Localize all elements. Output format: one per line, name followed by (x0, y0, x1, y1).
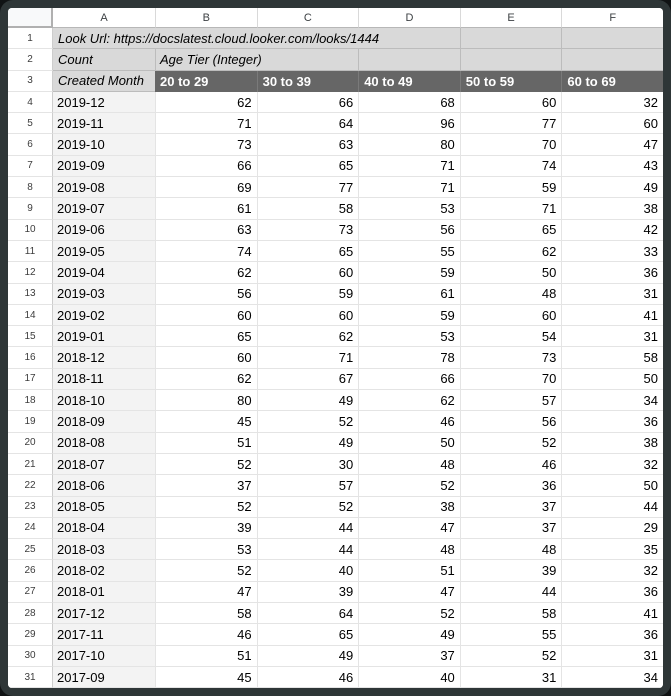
empty-cell[interactable] (561, 49, 663, 70)
row-header[interactable]: 6 (8, 134, 53, 155)
month-cell[interactable]: 2017-11 (53, 624, 155, 645)
sheet-row (8, 284, 663, 305)
value-cell[interactable]: 60 (460, 305, 562, 326)
value-cell[interactable]: 36 (561, 624, 663, 645)
row-header[interactable]: 29 (8, 624, 53, 645)
value-cell[interactable]: 70 (460, 369, 562, 390)
value-cell[interactable]: 52 (155, 497, 257, 518)
month-cell[interactable]: 2017-12 (53, 603, 155, 624)
value-cell[interactable]: 44 (561, 497, 663, 518)
sheet-row-2 (8, 49, 663, 70)
value-cell[interactable]: 69 (155, 177, 257, 198)
value-cell[interactable]: 56 (460, 411, 562, 432)
value-cell[interactable]: 66 (358, 369, 460, 390)
sheet-row (8, 262, 663, 283)
value-cell[interactable]: 62 (155, 92, 257, 113)
row-header[interactable]: 11 (8, 241, 53, 262)
row-header[interactable]: 14 (8, 305, 53, 326)
value-cell[interactable]: 49 (257, 433, 359, 454)
look-url-text: Look Url: https://docslatest.cloud.looker.com/looks/1444 (58, 30, 380, 46)
month-cell[interactable]: 2019-06 (53, 220, 155, 241)
sheet-row (8, 497, 663, 518)
value-cell[interactable]: 52 (257, 411, 359, 432)
empty-cell[interactable] (257, 28, 359, 49)
value-cell[interactable]: 78 (358, 347, 460, 368)
value-cell[interactable]: 62 (257, 326, 359, 347)
month-cell[interactable]: 2018-11 (53, 369, 155, 390)
month-cell[interactable]: 2019-10 (53, 134, 155, 155)
sheet-row (8, 646, 663, 667)
value-cell[interactable]: 46 (460, 454, 562, 475)
value-cell[interactable]: 37 (460, 497, 562, 518)
value-cell[interactable]: 38 (561, 433, 663, 454)
month-cell[interactable]: 2019-07 (53, 198, 155, 219)
month-cell[interactable]: 2019-05 (53, 241, 155, 262)
month-cell[interactable]: 2019-01 (53, 326, 155, 347)
value-cell[interactable]: 71 (460, 198, 562, 219)
value-cell[interactable]: 80 (358, 134, 460, 155)
sheet-row (8, 326, 663, 347)
value-cell[interactable]: 59 (358, 305, 460, 326)
value-cell[interactable]: 64 (257, 603, 359, 624)
value-cell[interactable]: 29 (561, 518, 663, 539)
value-cell[interactable]: 41 (561, 305, 663, 326)
row-header[interactable]: 8 (8, 177, 53, 198)
sheet-row (8, 454, 663, 475)
month-cell[interactable]: 2018-06 (53, 475, 155, 496)
value-cell[interactable]: 70 (460, 134, 562, 155)
value-cell[interactable]: 31 (561, 326, 663, 347)
value-cell[interactable]: 38 (561, 198, 663, 219)
value-cell[interactable]: 74 (460, 156, 562, 177)
sheet-row (8, 347, 663, 368)
value-cell[interactable]: 36 (561, 262, 663, 283)
value-cell[interactable]: 60 (155, 305, 257, 326)
value-cell[interactable]: 63 (257, 134, 359, 155)
row-header[interactable]: 22 (8, 475, 53, 496)
value-cell[interactable]: 39 (257, 582, 359, 603)
value-cell[interactable]: 42 (561, 220, 663, 241)
month-cell[interactable]: 2018-12 (53, 347, 155, 368)
value-cell[interactable]: 60 (257, 305, 359, 326)
sheet-row-1 (8, 28, 663, 49)
value-cell[interactable]: 40 (257, 560, 359, 581)
sheet-row (8, 305, 663, 326)
value-cell[interactable]: 44 (257, 518, 359, 539)
value-cell[interactable]: 39 (155, 518, 257, 539)
row-header[interactable]: 12 (8, 262, 53, 283)
sheet-row (8, 518, 663, 539)
month-cell[interactable]: 2017-10 (53, 646, 155, 667)
value-cell[interactable]: 50 (561, 369, 663, 390)
sheet-row (8, 433, 663, 454)
value-cell[interactable]: 40 (358, 667, 460, 688)
value-cell[interactable]: 52 (460, 646, 562, 667)
age-tier-header-cell[interactable]: 30 to 39 (257, 71, 359, 92)
value-cell[interactable]: 57 (460, 390, 562, 411)
age-tier-header-cell[interactable]: 50 to 59 (460, 71, 562, 92)
empty-cell[interactable] (257, 49, 359, 70)
value-cell[interactable]: 71 (257, 347, 359, 368)
value-cell[interactable]: 36 (561, 582, 663, 603)
value-cell[interactable]: 58 (155, 603, 257, 624)
sheet-row (8, 220, 663, 241)
row-header[interactable]: 31 (8, 667, 53, 688)
empty-cell[interactable] (561, 28, 663, 49)
sheet-row (8, 539, 663, 560)
value-cell[interactable]: 36 (561, 411, 663, 432)
month-cell[interactable]: 2019-02 (53, 305, 155, 326)
value-cell[interactable]: 32 (561, 454, 663, 475)
value-cell[interactable]: 48 (358, 539, 460, 560)
value-cell[interactable]: 50 (561, 475, 663, 496)
value-cell[interactable]: 62 (155, 369, 257, 390)
value-cell[interactable]: 60 (155, 347, 257, 368)
value-cell[interactable]: 32 (561, 92, 663, 113)
value-cell[interactable]: 31 (561, 284, 663, 305)
value-cell[interactable]: 53 (358, 198, 460, 219)
sheet-row (8, 113, 663, 134)
value-cell[interactable]: 49 (257, 390, 359, 411)
value-cell[interactable]: 57 (257, 475, 359, 496)
row-header[interactable]: 15 (8, 326, 53, 347)
row-header[interactable]: 10 (8, 220, 53, 241)
month-cell[interactable]: 2018-07 (53, 454, 155, 475)
value-cell[interactable]: 73 (155, 134, 257, 155)
value-cell[interactable]: 47 (561, 134, 663, 155)
sheet-body (8, 92, 663, 688)
column-header-f[interactable]: F (561, 8, 663, 28)
value-cell[interactable]: 34 (561, 390, 663, 411)
value-cell[interactable]: 65 (257, 241, 359, 262)
value-cell[interactable]: 73 (460, 347, 562, 368)
row-header[interactable]: 25 (8, 539, 53, 560)
sheet-row (8, 92, 663, 113)
sheet-row (8, 560, 663, 581)
month-cell[interactable]: 2018-05 (53, 497, 155, 518)
value-cell[interactable]: 64 (257, 113, 359, 134)
row-header[interactable]: 3 (8, 71, 53, 92)
value-cell[interactable]: 32 (561, 560, 663, 581)
pivot-header-row (8, 71, 663, 92)
value-cell[interactable]: 47 (358, 582, 460, 603)
spreadsheet (8, 8, 663, 688)
month-cell[interactable]: 2019-03 (53, 284, 155, 305)
row-header[interactable]: 23 (8, 497, 53, 518)
value-cell[interactable]: 52 (358, 603, 460, 624)
row-header[interactable]: 26 (8, 560, 53, 581)
row-header[interactable]: 28 (8, 603, 53, 624)
column-header-b[interactable]: B (155, 8, 257, 28)
value-cell[interactable]: 50 (358, 433, 460, 454)
value-cell[interactable]: 96 (358, 113, 460, 134)
count-label-cell[interactable]: Count (53, 49, 155, 70)
value-cell[interactable]: 47 (358, 518, 460, 539)
value-cell[interactable]: 45 (155, 411, 257, 432)
value-cell[interactable]: 59 (358, 262, 460, 283)
value-cell[interactable]: 46 (155, 624, 257, 645)
sheet-row (8, 156, 663, 177)
value-cell[interactable]: 46 (257, 667, 359, 688)
value-cell[interactable]: 37 (460, 518, 562, 539)
month-cell[interactable]: 2017-09 (53, 667, 155, 688)
sheet-row (8, 624, 663, 645)
value-cell[interactable]: 51 (358, 560, 460, 581)
value-cell[interactable]: 37 (155, 475, 257, 496)
value-cell[interactable]: 56 (358, 220, 460, 241)
value-cell[interactable]: 51 (155, 433, 257, 454)
month-cell[interactable]: 2019-04 (53, 262, 155, 283)
value-cell[interactable]: 58 (561, 347, 663, 368)
month-cell[interactable]: 2018-10 (53, 390, 155, 411)
month-cell[interactable]: 2018-02 (53, 560, 155, 581)
value-cell[interactable]: 31 (561, 646, 663, 667)
value-cell[interactable]: 71 (358, 156, 460, 177)
value-cell[interactable]: 36 (460, 475, 562, 496)
value-cell[interactable]: 71 (155, 113, 257, 134)
empty-cell[interactable] (358, 28, 460, 49)
value-cell[interactable]: 53 (358, 326, 460, 347)
value-cell[interactable]: 61 (155, 198, 257, 219)
value-cell[interactable]: 52 (257, 497, 359, 518)
value-cell[interactable]: 65 (155, 326, 257, 347)
month-cell[interactable]: 2019-08 (53, 177, 155, 198)
value-cell[interactable]: 38 (358, 497, 460, 518)
row-header[interactable]: 17 (8, 369, 53, 390)
column-header-c[interactable]: C (257, 8, 359, 28)
row-header[interactable]: 19 (8, 411, 53, 432)
value-cell[interactable]: 52 (358, 475, 460, 496)
sheet-row (8, 177, 663, 198)
value-cell[interactable]: 30 (257, 454, 359, 475)
sheet-row (8, 241, 663, 262)
month-cell[interactable]: 2018-01 (53, 582, 155, 603)
row-header[interactable]: 16 (8, 347, 53, 368)
value-cell[interactable]: 80 (155, 390, 257, 411)
sheet-row (8, 475, 663, 496)
value-cell[interactable]: 66 (155, 156, 257, 177)
value-cell[interactable]: 55 (460, 624, 562, 645)
empty-cell[interactable] (155, 28, 257, 49)
value-cell[interactable]: 34 (561, 667, 663, 688)
value-cell[interactable]: 65 (460, 220, 562, 241)
row-header[interactable]: 2 (8, 49, 53, 70)
value-cell[interactable]: 77 (257, 177, 359, 198)
value-cell[interactable]: 43 (561, 156, 663, 177)
empty-cell[interactable] (460, 28, 562, 49)
look-url-cell[interactable] (53, 28, 155, 49)
value-cell[interactable]: 37 (358, 646, 460, 667)
row-header[interactable]: 13 (8, 284, 53, 305)
value-cell[interactable]: 66 (257, 92, 359, 113)
value-cell[interactable]: 54 (460, 326, 562, 347)
sheet-row (8, 582, 663, 603)
value-cell[interactable]: 53 (155, 539, 257, 560)
value-cell[interactable]: 67 (257, 369, 359, 390)
value-cell[interactable]: 62 (460, 241, 562, 262)
month-cell[interactable]: 2018-09 (53, 411, 155, 432)
month-cell[interactable]: 2019-12 (53, 92, 155, 113)
value-cell[interactable]: 60 (460, 92, 562, 113)
value-cell[interactable]: 77 (460, 113, 562, 134)
row-header[interactable]: 9 (8, 198, 53, 219)
sheet-row (8, 134, 663, 155)
age-tier-header-cell[interactable]: 40 to 49 (358, 71, 460, 92)
value-cell[interactable]: 58 (460, 603, 562, 624)
value-cell[interactable]: 41 (561, 603, 663, 624)
month-cell[interactable]: 2018-04 (53, 518, 155, 539)
row-header[interactable]: 18 (8, 390, 53, 411)
sheet-row (8, 667, 663, 688)
value-cell[interactable]: 65 (257, 156, 359, 177)
value-cell[interactable]: 52 (155, 560, 257, 581)
age-tier-header-cell[interactable]: 60 to 69 (561, 71, 663, 92)
value-cell[interactable]: 46 (358, 411, 460, 432)
month-cell[interactable]: 2019-09 (53, 156, 155, 177)
row-header[interactable]: 30 (8, 646, 53, 667)
value-cell[interactable]: 61 (358, 284, 460, 305)
value-cell[interactable]: 44 (460, 582, 562, 603)
value-cell[interactable]: 48 (460, 284, 562, 305)
value-cell[interactable]: 47 (155, 582, 257, 603)
value-cell[interactable]: 49 (561, 177, 663, 198)
month-cell[interactable]: 2018-03 (53, 539, 155, 560)
column-header-e[interactable]: E (460, 8, 562, 28)
value-cell[interactable]: 55 (358, 241, 460, 262)
value-cell[interactable]: 56 (155, 284, 257, 305)
row-header[interactable]: 5 (8, 113, 53, 134)
column-header-a[interactable]: A (53, 8, 155, 28)
value-cell[interactable]: 62 (358, 390, 460, 411)
value-cell[interactable]: 62 (155, 262, 257, 283)
value-cell[interactable]: 71 (358, 177, 460, 198)
sheet-row (8, 369, 663, 390)
value-cell[interactable]: 31 (460, 667, 562, 688)
value-cell[interactable]: 39 (460, 560, 562, 581)
value-cell[interactable]: 50 (460, 262, 562, 283)
value-cell[interactable]: 63 (155, 220, 257, 241)
sheet-row (8, 411, 663, 432)
month-cell[interactable]: 2018-08 (53, 433, 155, 454)
value-cell[interactable]: 48 (358, 454, 460, 475)
value-cell[interactable]: 49 (358, 624, 460, 645)
row-header[interactable]: 27 (8, 582, 53, 603)
row-header[interactable]: 4 (8, 92, 53, 113)
value-cell[interactable]: 58 (257, 198, 359, 219)
value-cell[interactable]: 52 (155, 454, 257, 475)
row-header[interactable]: 7 (8, 156, 53, 177)
value-cell[interactable]: 44 (257, 539, 359, 560)
column-header-d[interactable]: D (358, 8, 460, 28)
empty-cell[interactable] (460, 49, 562, 70)
value-cell[interactable]: 51 (155, 646, 257, 667)
value-cell[interactable]: 35 (561, 539, 663, 560)
row-header[interactable]: 24 (8, 518, 53, 539)
sheet-row (8, 603, 663, 624)
select-all-corner[interactable] (8, 8, 53, 28)
value-cell[interactable]: 59 (460, 177, 562, 198)
sheet-row (8, 390, 663, 411)
age-tier-label-text: Age Tier (Integer) (160, 51, 262, 67)
value-cell[interactable]: 33 (561, 241, 663, 262)
row-header[interactable]: 1 (8, 28, 53, 49)
row-header[interactable]: 21 (8, 454, 53, 475)
value-cell[interactable]: 45 (155, 667, 257, 688)
value-cell[interactable]: 65 (257, 624, 359, 645)
value-cell[interactable]: 68 (358, 92, 460, 113)
value-cell[interactable]: 59 (257, 284, 359, 305)
sheet-row (8, 198, 663, 219)
value-cell[interactable]: 74 (155, 241, 257, 262)
value-cell[interactable]: 73 (257, 220, 359, 241)
value-cell[interactable]: 60 (561, 113, 663, 134)
column-header-row (8, 8, 663, 28)
value-cell[interactable]: 48 (460, 539, 562, 560)
empty-cell[interactable] (358, 49, 460, 70)
month-cell[interactable]: 2019-11 (53, 113, 155, 134)
row-header[interactable]: 20 (8, 433, 53, 454)
age-tier-label-cell[interactable] (155, 49, 257, 70)
value-cell[interactable]: 52 (460, 433, 562, 454)
value-cell[interactable]: 49 (257, 646, 359, 667)
created-month-label-cell[interactable]: Created Month (53, 71, 155, 92)
value-cell[interactable]: 60 (257, 262, 359, 283)
age-tier-header-cell[interactable]: 20 to 29 (155, 71, 257, 92)
